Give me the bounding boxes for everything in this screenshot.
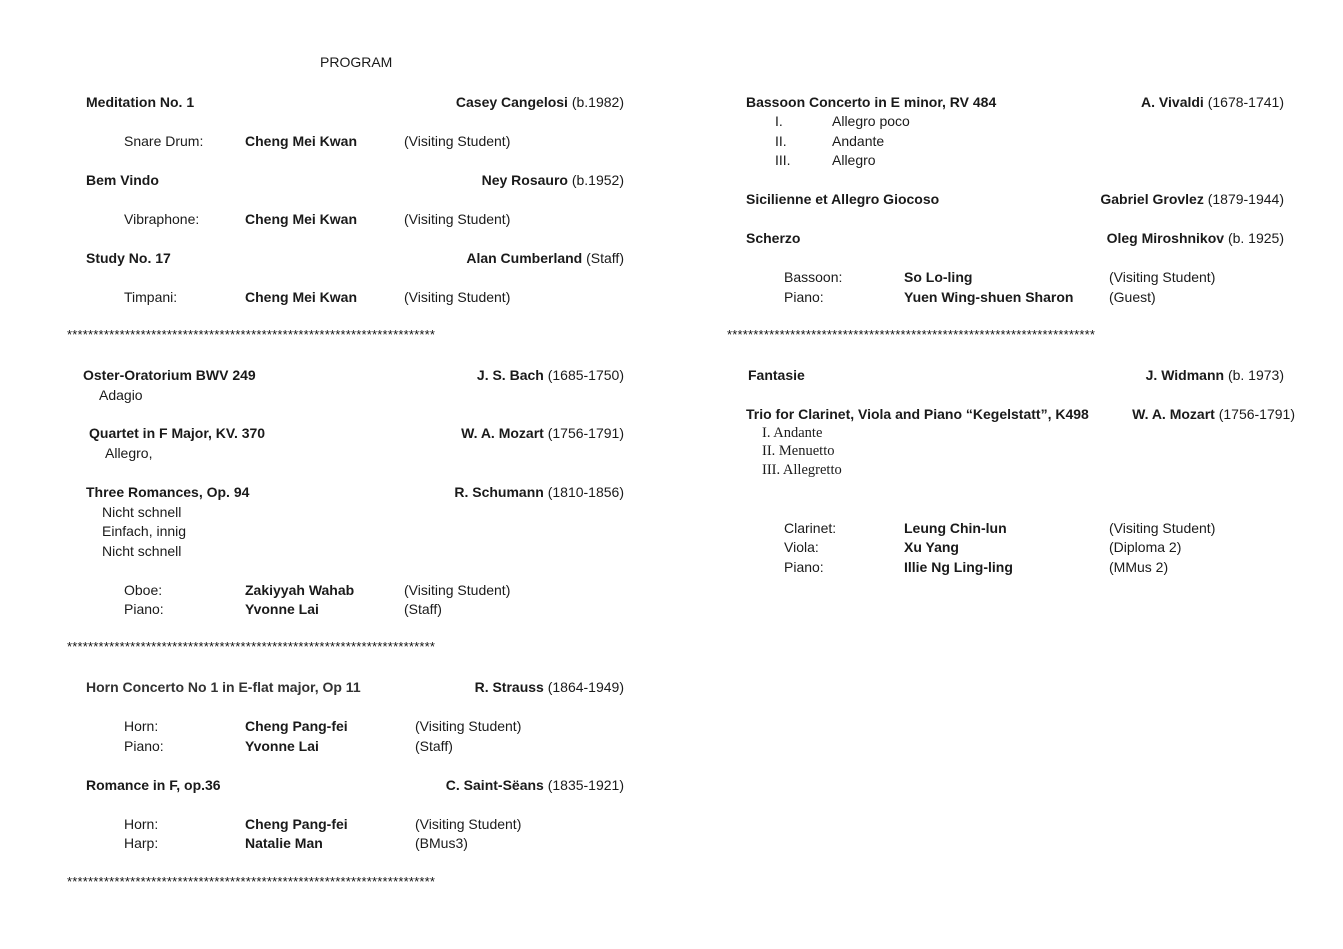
movement: II. Menuetto	[762, 443, 835, 459]
performer-note: (Visiting Student)	[404, 289, 511, 305]
section-separator: **********************************************************************	[727, 328, 1096, 342]
performer-note: (Visiting Student)	[404, 582, 511, 598]
section-separator: **********************************************************************	[67, 328, 436, 342]
movement: I. Andante	[762, 425, 823, 441]
performer-name: Xu Yang	[904, 539, 959, 555]
composer: A. Vivaldi (1678-1741)	[1141, 94, 1284, 110]
performer-instrument: Harp:	[124, 835, 159, 851]
work-title: Scherzo	[746, 230, 801, 246]
performer-instrument: Piano:	[784, 559, 824, 575]
composer: R. Strauss (1864-1949)	[474, 679, 624, 695]
section-separator: **********************************************************************	[67, 875, 436, 889]
composer: R. Schumann (1810-1856)	[454, 484, 624, 500]
movement: Andante	[832, 133, 885, 149]
performer-name: Cheng Pang-fei	[245, 718, 348, 734]
performer-name: Zakiyyah Wahab	[245, 582, 355, 598]
performer-note: (Staff)	[415, 738, 453, 754]
performer-instrument: Horn:	[124, 816, 159, 832]
performer-note: (MMus 2)	[1109, 559, 1169, 575]
work-title: Trio for Clarinet, Viola and Piano “Kegelstatt”, K498	[746, 406, 1089, 422]
performer-note: (Visiting Student)	[404, 211, 511, 227]
work-title: Romance in F, op.36	[86, 777, 221, 793]
movement-number: III.	[775, 152, 791, 168]
performer-note: (Diploma 2)	[1109, 539, 1182, 555]
composer: J. S. Bach (1685-1750)	[476, 367, 624, 383]
performer-instrument: Snare Drum:	[124, 133, 204, 149]
work-title: Bem Vindo	[86, 172, 159, 188]
performer-instrument: Oboe:	[124, 582, 163, 598]
performer-note: (Visiting Student)	[415, 816, 522, 832]
work-title: Horn Concerto No 1 in E-flat major, Op 11	[86, 679, 361, 695]
work-title: Bassoon Concerto in E minor, RV 484	[746, 94, 997, 110]
movement: Allegro,	[105, 445, 153, 461]
performer-instrument: Piano:	[124, 738, 164, 754]
movement-number: II.	[775, 133, 787, 149]
performer-instrument: Piano:	[784, 289, 824, 305]
performer-note: (Guest)	[1109, 289, 1156, 305]
composer: Casey Cangelosi (b.1982)	[455, 94, 624, 110]
movement: Adagio	[99, 387, 143, 403]
work-title: Oster-Oratorium BWV 249	[83, 367, 256, 383]
performer-note: (Visiting Student)	[1109, 269, 1216, 285]
performer-name: Yuen Wing-shuen Sharon	[904, 289, 1074, 305]
composer: J. Widmann (b. 1973)	[1145, 367, 1284, 383]
page-title: PROGRAM	[320, 54, 393, 70]
composer: Alan Cumberland (Staff)	[466, 250, 624, 266]
performer-note: (Visiting Student)	[1109, 520, 1216, 536]
performer-name: Cheng Mei Kwan	[245, 289, 358, 305]
work-title: Meditation No. 1	[86, 94, 195, 110]
composer: W. A. Mozart (1756-1791)	[461, 425, 624, 441]
performer-name: Cheng Mei Kwan	[245, 133, 358, 149]
composer: Gabriel Grovlez (1879-1944)	[1100, 191, 1284, 207]
work-title: Sicilienne et Allegro Giocoso	[746, 191, 940, 207]
composer: Oleg Miroshnikov (b. 1925)	[1106, 230, 1284, 246]
performer-instrument: Piano:	[124, 601, 164, 617]
section-separator: **********************************************************************	[67, 640, 436, 654]
performer-instrument: Timpani:	[124, 289, 178, 305]
performer-instrument: Viola:	[784, 539, 819, 555]
movement-number: I.	[775, 113, 783, 129]
work-title: Study No. 17	[86, 250, 171, 266]
performer-name: Leung Chin-lun	[904, 520, 1007, 536]
work-title: Quartet in F Major, KV. 370	[89, 425, 266, 441]
composer: Ney Rosauro (b.1952)	[481, 172, 624, 188]
performer-instrument: Vibraphone:	[124, 211, 200, 227]
work-title: Three Romances, Op. 94	[86, 484, 250, 500]
performer-name: Yvonne Lai	[245, 738, 319, 754]
performer-instrument: Clarinet:	[784, 520, 837, 536]
movement: Einfach, innig	[102, 523, 187, 539]
performer-name: Yvonne Lai	[245, 601, 319, 617]
performer-note: (Visiting Student)	[415, 718, 522, 734]
performer-instrument: Horn:	[124, 718, 159, 734]
movement: Allegro	[832, 152, 876, 168]
movement: Allegro poco	[832, 113, 910, 129]
work-title: Fantasie	[748, 367, 805, 383]
composer: C. Saint-Sëans (1835-1921)	[445, 777, 624, 793]
performer-note: (BMus3)	[415, 835, 468, 851]
movement: III. Allegretto	[762, 462, 842, 478]
movement: Nicht schnell	[102, 504, 182, 520]
performer-name: Illie Ng Ling-ling	[904, 559, 1013, 575]
performer-name: Cheng Pang-fei	[245, 816, 348, 832]
composer: W. A. Mozart (1756-1791)	[1132, 406, 1295, 422]
movement: Nicht schnell	[102, 543, 182, 559]
performer-name: Natalie Man	[245, 835, 323, 851]
performer-note: (Visiting Student)	[404, 133, 511, 149]
performer-name: So Lo-ling	[904, 269, 973, 285]
performer-instrument: Bassoon:	[784, 269, 843, 285]
performer-note: (Staff)	[404, 601, 442, 617]
performer-name: Cheng Mei Kwan	[245, 211, 358, 227]
